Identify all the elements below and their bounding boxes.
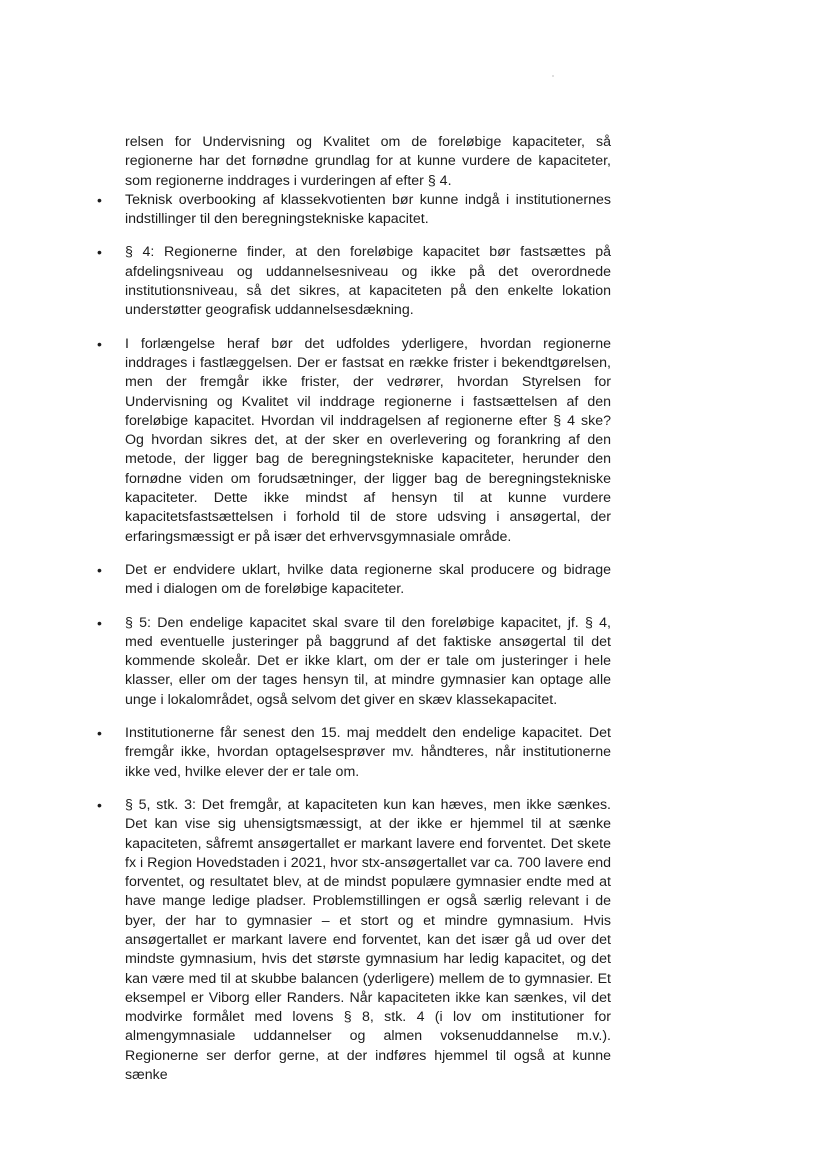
bullet-text: § 4: Regionerne finder, at den foreløbige kapacitet bør fastsættes på afdelingsniveau og uddannelsesniveau og ikke på det overordnede institutionsniveau, så det sikres, at kapaciteten på den enkelte lokation understøtter geografisk uddannelsesdækning.: [125, 244, 611, 319]
bullet-marker: •: [97, 244, 102, 261]
bullet-item: [97, 561, 611, 600]
bullet-item: [97, 724, 611, 782]
text-column: [97, 133, 611, 1085]
bullet-text: § 5: Den endelige kapacitet skal svare til den foreløbige kapacitet, jf. § 4, med eventuelle justeringer på baggrund af det faktiske ansøgertal til det kommende skoleår. Det er ikke klart, om der er tale om justeringer i hele klasser, eller om der tages hensyn til, at mindre gymnasier kan optage alle unge i lokalområdet, også selvom det giver en skæv klassekapacitet.: [125, 614, 611, 708]
lead-paragraph: relsen for Undervisning og Kvalitet om de foreløbige kapaciteter, så regionerne har det fornødne grundlag for at kunne vurdere de kapaciteter, som regionerne inddrages i vurderingen af efter § 4.: [125, 134, 611, 189]
bullet-text: I forlængelse heraf bør det udfoldes yderligere, hvordan regionerne inddrages i fastlæggelsen. Der er fastsat en række frister i bekendtgørelsen, men der fremgår ikke frister, der vedrører, hvordan Styrelsen for Undervisning og Kvalitet vil inddrage regionerne i fastsættelsen af den foreløbige kapacitet. Hvordan vil inddragelsen af regionerne efter § 4 ske? Og hvordan sikres det, at der sker en overlevering og forankring af den metode, der ligger bag de beregningstekniske kapaciteter, herunder den fornødne viden om forudsætninger, der ligger bag de beregningstekniske kapaciteter. Dette ikke mindst af hensyn til at kunne vurdere kapacitetsfastsættelsen i forhold til de store udsving i ansøgertal, der erfaringsmæssigt er på især det erhvervsgymnasiale område.: [125, 335, 611, 545]
bullet-marker: •: [97, 335, 102, 352]
bullet-marker: •: [97, 191, 102, 208]
bullet-marker: •: [97, 725, 102, 742]
bullet-text: § 5, stk. 3: Det fremgår, at kapaciteten kun kan hæves, men ikke sænkes. Det kan vise sig uhensigtsmæssigt, at der ikke er hjemmel til at sænke kapaciteten, såfremt ansøgertallet er markant lavere end forventet. Det skete fx i Region Hovedstaden i 2021, hvor stx-ansøgertallet var ca. 700 lavere end forventet, og resultatet blev, at de mindst populære gymnasier endte med at have mange ledige pladser. Problemstillingen er også særlig relevant i de byer, der har to gymnasier – et stort og et mindre gymnasium. Hvis ansøgertallet er markant lavere end forventet, kan det især gå ud over det mindste gymnasium, hvis det største gymnasium har ledig kapacitet, og det kan være med til at skubbe balancen (yderligere) mellem de to gymnasier. Et eksempel er Viborg eller Randers. Når kapaciteten ikke kan sænkes, vil det modvirke formålet med lovens § 8, stk. 4 (i lov om institutioner for almengymnasiale uddannelser og almen voksenuddannelse m.v.). Regionerne ser derfor gerne, at der indføres hjemmel til også at kunne sænke: [125, 796, 611, 1084]
bullet-text: Det er endvidere uklart, hvilke data regionerne skal producere og bidrage med i dialogen om de foreløbige kapaciteter.: [125, 561, 611, 598]
bullet-item: [97, 191, 611, 230]
bullet-marker: •: [97, 614, 102, 631]
bullet-item: [97, 614, 611, 710]
bullet-marker: •: [97, 796, 102, 813]
scan-speck: [552, 75, 554, 77]
bullet-marker: •: [97, 561, 102, 578]
bullet-text: Institutionerne får senest den 15. maj meddelt den endelige kapacitet. Det fremgår ikke, hvordan optagelsesprøver mv. håndteres, når institutionerne ikke ved, hvilke elever der er tale om.: [125, 725, 611, 780]
bullet-item: [97, 335, 611, 547]
bullet-item: [97, 796, 611, 1085]
bullet-text: Teknisk overbooking af klassekvotienten bør kunne indgå i institutionernes indstillinger til den beregningstekniske kapacitet.: [125, 191, 611, 228]
bullet-item: [97, 243, 611, 320]
